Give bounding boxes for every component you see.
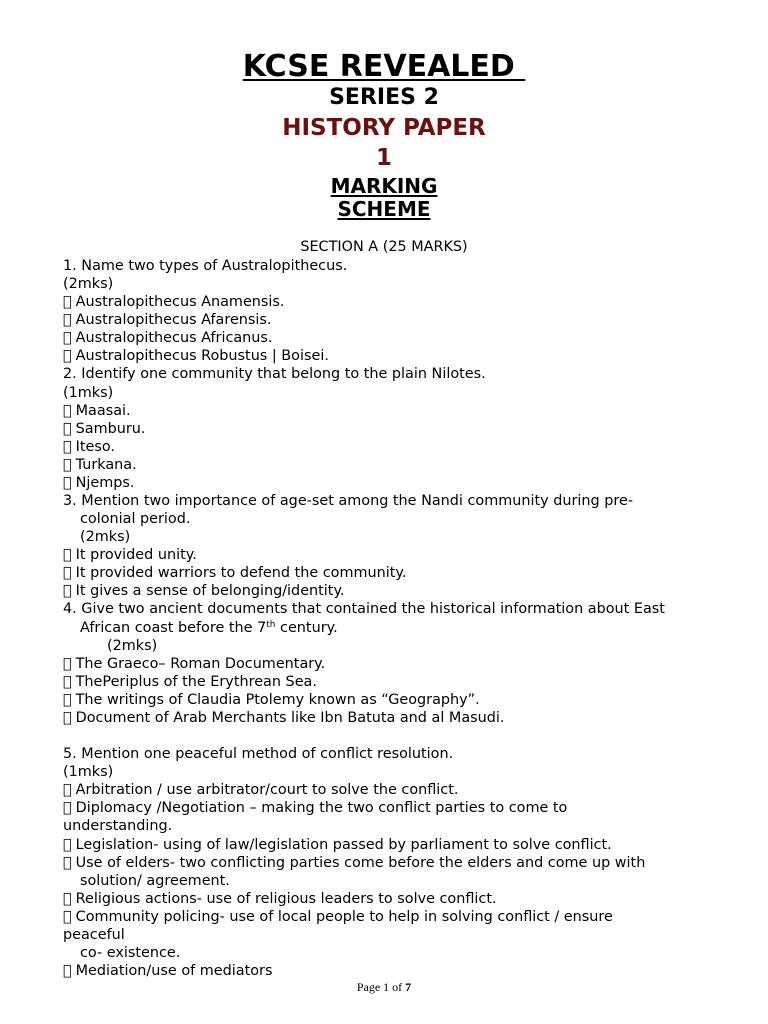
bullet-icon [63, 890, 68, 907]
answer-item [63, 329, 753, 347]
bullet-icon [63, 438, 68, 455]
answer-text: Document of Arab Merchants like Ibn Batuta and al Masudi. [71, 709, 501, 726]
answer-item [63, 438, 753, 456]
question-1-prompt: 1. Name two types of Australopithecus. [63, 258, 348, 274]
question-3-prompt-continued: colonial period. [80, 511, 191, 528]
bullet-icon [63, 402, 68, 419]
answer-item [63, 691, 753, 709]
answer-item [63, 673, 753, 691]
answer-item [63, 854, 753, 890]
bullet-icon [63, 800, 68, 817]
question-2-marks: (1mks) [63, 384, 114, 401]
answer-text: Religious actions- use of religious leaders to solve conflict. [71, 890, 493, 907]
marking-scheme-line2: SCHEME [337, 197, 431, 221]
question-5-marks: (1mks) [63, 764, 114, 781]
bullet-icon [63, 565, 68, 582]
answer-item [63, 347, 753, 365]
paper-number: 1 [375, 145, 392, 171]
answer-item [63, 799, 753, 835]
prompt-text: African coast before the 7 [80, 619, 267, 636]
answer-text: Samburu. [71, 420, 142, 437]
page-of-label: of [389, 980, 406, 994]
bullet-icon [63, 420, 68, 437]
page-label: Page [356, 980, 384, 994]
bullet-icon [63, 583, 68, 600]
answer-text: It provided unity. [71, 547, 193, 564]
answer-item [63, 908, 753, 962]
answer-text-continued: understanding. [63, 818, 173, 835]
question-1-marks: (2mks) [63, 276, 114, 293]
bullet-icon [63, 330, 68, 347]
bullet-icon [63, 908, 68, 925]
answer-item [63, 890, 753, 908]
answer-line [63, 854, 753, 872]
question-5 [63, 745, 753, 980]
question-4-prompt-continued [63, 619, 753, 637]
bullet-icon [63, 673, 68, 690]
answer-item [63, 962, 753, 980]
prompt-text-tail: century. [275, 619, 338, 636]
section-heading: SECTION A (25 MARKS) [300, 239, 468, 255]
document-title: KCSE REVEALED [242, 49, 526, 84]
answer-text: The writings of Claudia Ptolemy known as “Geography”. [71, 691, 476, 708]
bullet-icon [63, 456, 68, 473]
bullet-icon [63, 691, 68, 708]
answer-item [63, 564, 753, 582]
answer-text-continued: solution/ agreement. [80, 872, 230, 889]
question-3 [63, 492, 753, 600]
answer-item [63, 311, 753, 329]
question-1 [63, 257, 753, 365]
answer-text-continued: co- existence. [80, 944, 181, 961]
bullet-icon [63, 963, 68, 980]
question-2 [63, 365, 753, 492]
question-3-prompt: 3. Mention two importance of age-set among the Nandi community during pre- [63, 493, 634, 510]
question-4 [63, 600, 753, 727]
current-page: 1 [383, 980, 390, 994]
bullet-icon [63, 547, 68, 564]
answer-text: Iteso. [71, 438, 111, 455]
answer-text: Australopithecus Robustus | Boisei. [71, 348, 325, 365]
answer-text: Legislation- using of law/legislation passed by parliament to solve conflict. [71, 836, 608, 853]
answer-text: Diplomacy /Negotiation – making the two conflict parties to come to [71, 800, 564, 817]
bullet-icon [63, 294, 68, 311]
answer-item [63, 546, 753, 564]
answer-line [63, 799, 753, 817]
answer-item [63, 781, 753, 799]
answer-item [63, 709, 753, 727]
bullet-icon [63, 474, 68, 491]
answer-item [63, 293, 753, 311]
answer-item [63, 474, 753, 492]
answer-line [63, 908, 753, 926]
marking-scheme-line1: MARKING [330, 174, 438, 198]
answer-item [63, 456, 753, 474]
bullet-icon [63, 782, 68, 799]
bullet-icon [63, 854, 68, 871]
bullet-icon [63, 836, 68, 853]
answer-text-continued: peaceful [63, 926, 125, 943]
bullet-icon [63, 348, 68, 365]
question-4-prompt: 4. Give two ancient documents that contained the historical information about East [63, 601, 665, 618]
answer-text: Arbitration / use arbitrator/court to solve the conflict. [71, 782, 455, 799]
answer-text: Community policing- use of local people to help in solving conflict / ensure [71, 908, 609, 925]
marking-scheme-body [63, 257, 753, 980]
page-number-footer [0, 980, 768, 994]
question-4-marks: (2mks) [107, 637, 158, 654]
answer-text: Turkana. [71, 456, 133, 473]
answer-text: Australopithecus Anamensis. [71, 294, 281, 311]
answer-item [63, 655, 753, 673]
answer-text: Mediation/use of mediators [71, 963, 269, 980]
answer-text: Australopithecus Africanus. [71, 330, 269, 347]
question-2-prompt: 2. Identify one community that belong to the plain Nilotes. [63, 366, 486, 383]
answer-text: The Graeco– Roman Documentary. [71, 655, 322, 672]
answer-item [63, 402, 753, 420]
answer-text: Australopithecus Afarensis. [71, 312, 268, 329]
answer-item [63, 836, 753, 854]
answer-item [63, 582, 753, 600]
ordinal-superscript: th [266, 619, 276, 630]
answer-text: Njemps. [71, 474, 131, 491]
answer-text: ThePeriplus of the Erythrean Sea. [71, 673, 313, 690]
series-label: SERIES 2 [329, 85, 439, 110]
bullet-icon [63, 709, 68, 726]
answer-item [63, 420, 753, 438]
total-pages: 7 [405, 980, 412, 994]
answer-text: Use of elders- two conflicting parties come before the elders and come up with [71, 854, 642, 871]
bullet-icon [63, 655, 68, 672]
bullet-icon [63, 312, 68, 329]
paper-title: HISTORY PAPER [282, 115, 486, 141]
question-3-marks: (2mks) [80, 529, 131, 546]
answer-text: It gives a sense of belonging/identity. [71, 583, 341, 600]
blank-line [63, 727, 753, 745]
question-5-prompt: 5. Mention one peaceful method of conflict resolution. [63, 746, 454, 763]
answer-text: Maasai. [71, 402, 127, 419]
answer-text: It provided warriors to defend the community. [71, 565, 403, 582]
